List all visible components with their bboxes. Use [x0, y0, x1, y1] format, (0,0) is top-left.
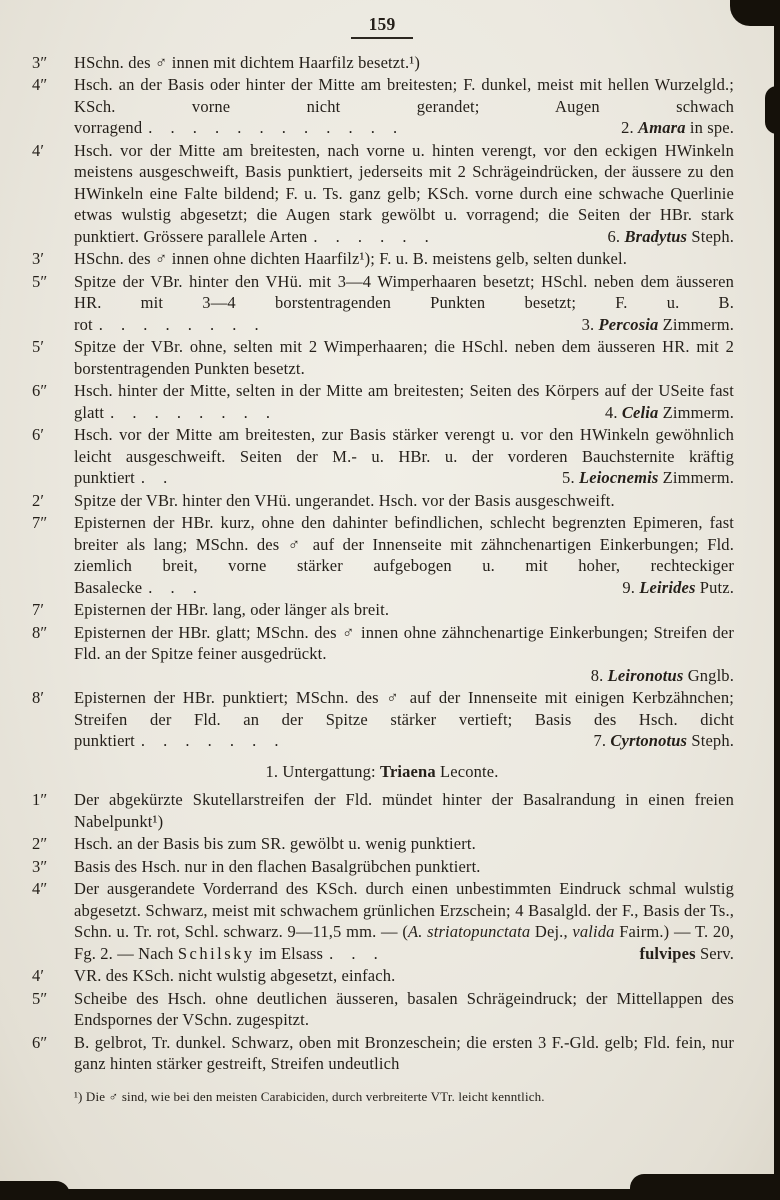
- text-segment: Der ausgerandete Vorderrand des KSch. durch einen unbestimmten Eindruck schmal wulstig abgesetzt. Schwarz, meist mit schwachem grünlichen Erzschein; 4 Basalgld. der F., Basis der Ts., Schn. u. Tr. rot, Schl. schwarz. 9—11,5 mm. — (: [74, 879, 734, 941]
- taxon-reference: [591, 665, 734, 687]
- couplet-text: [74, 989, 734, 1030]
- taxon-reference: [562, 467, 734, 489]
- taxon-reference: [621, 117, 734, 139]
- text-segment: Hsch. vor der Mitte am breitesten, zur Basis stärker verengt u. vor den HWinkeln gewöhnlich leicht ausgeschweift. Seiten der M.- u. HBr. u. der vorderen Bauchsternite kräftig punktiert: [74, 425, 734, 487]
- key-item: [30, 622, 734, 687]
- scan-corner-bottom-left: [0, 1181, 70, 1200]
- text-segment: Dej.,: [530, 922, 573, 941]
- couplet-label: 4″: [32, 75, 48, 94]
- couplet-label: 3″: [32, 856, 48, 876]
- taxon-reference-segment: in spe.: [685, 118, 734, 137]
- couplet-label: 4′: [32, 966, 45, 985]
- taxon-reference-segment: 2.: [621, 118, 639, 137]
- couplet-label: 8″: [32, 622, 48, 642]
- taxon-reference: [608, 226, 734, 248]
- couplet-text: [74, 879, 734, 963]
- text-segment: A. striatopunctata: [407, 922, 531, 941]
- key-item: [30, 140, 734, 248]
- couplet-text: [74, 337, 734, 378]
- leader-dots: . .: [140, 468, 172, 487]
- taxon-reference-segment: Steph.: [687, 226, 734, 246]
- text-segment: Der abgekürzte Skutellarstreifen der Fld. mündet hinter der Basalrandung in einen freien Nabelpunkt¹): [74, 790, 734, 831]
- leader-dots: . . . . . . .: [140, 731, 283, 750]
- text-segment: Scheibe des Hsch. ohne deutlichen äusseren, basalen Schrägeindruck; der Mittellappen des Endspornes der VSchn. zugespitzt.: [74, 988, 734, 1029]
- text-segment: Hsch. hinter der Mitte, selten in der Mitte am breitesten; Seiten des Körpers auf der USeite fast glatt: [74, 381, 734, 422]
- key-item: [30, 599, 734, 621]
- couplet-label: 3′: [32, 249, 45, 268]
- taxon-reference-segment: Leironotus: [607, 665, 684, 685]
- taxon-reference-segment: Steph.: [687, 731, 734, 750]
- couplet-text: [74, 53, 420, 72]
- taxon-reference-segment: Serv.: [695, 943, 734, 963]
- couplet-label: 5″: [32, 988, 48, 1008]
- text-segment: HSchn. des ♂ innen mit dichtem Haarfilz besetzt.¹): [74, 52, 421, 72]
- key-item: [30, 878, 734, 964]
- text-segment: Hsch. an der Basis bis zum SR. gewölbt u. wenig punktiert.: [74, 834, 476, 853]
- taxon-reference: [622, 577, 734, 599]
- leader-dots: . . . . . . . .: [110, 402, 274, 422]
- taxon-reference-segment: Putz.: [695, 577, 734, 597]
- couplet-label: 2′: [32, 490, 45, 510]
- key-item: [30, 248, 734, 270]
- couplet-label: 2″: [32, 834, 48, 853]
- couplet-label: 7″: [32, 513, 48, 532]
- key-item: [30, 988, 734, 1031]
- text-segment: valida: [572, 922, 615, 941]
- text-segment: Hsch. an der Basis oder hinter der Mitte am breitesten; F. dunkel, meist mit hellen Wurzelgld.; KSch. vorne nicht gerandet; Augen schwach vorragend: [74, 75, 734, 137]
- key-item: [30, 74, 734, 139]
- text-segment: Schilsky: [177, 943, 255, 963]
- taxon-reference: [593, 730, 734, 752]
- couplet-label: 4″: [32, 879, 48, 898]
- taxon-reference: [605, 402, 734, 424]
- taxon-reference-segment: fulvipes: [639, 943, 696, 963]
- couplet-text: [74, 600, 389, 619]
- text-segment: Spitze der VBr. hinter den VHü. ungerandet. Hsch. vor der Basis ausgeschweift.: [74, 490, 615, 510]
- key-item: [30, 271, 734, 336]
- couplet-label: 6″: [32, 381, 48, 400]
- taxon-reference-segment: Leiocnemis: [579, 468, 659, 487]
- taxon-reference-segment: Amara: [638, 118, 686, 137]
- taxon-reference-segment: Celia: [621, 402, 659, 422]
- key-item: [30, 789, 734, 832]
- key-item: [30, 52, 734, 74]
- leader-dots: . . .: [148, 577, 201, 597]
- key-item: [30, 512, 734, 598]
- leader-dots: . . . . . . . . . . . .: [148, 118, 402, 137]
- leader-dots: . . . . . .: [313, 226, 433, 246]
- taxon-reference-segment: Cyrtonotus: [610, 731, 688, 750]
- couplet-label: 4′: [32, 140, 45, 160]
- taxon-reference-segment: Bradytus: [624, 226, 688, 246]
- taxon-reference-segment: 8.: [590, 665, 608, 685]
- couplet-text: [74, 491, 615, 510]
- text-segment: B. gelbrot, Tr. dunkel. Schwarz, oben mit Bronzeschein; die ersten 3 F.-Gld. gelb; Fld. fein, nur ganz hinten stärker gestreift, Streifen undeutlich: [74, 1032, 734, 1073]
- key-item: [30, 687, 734, 752]
- text-segment: Basis des Hsch. nur in den flachen Basalgrübchen punktiert.: [74, 856, 481, 876]
- couplet-text: [74, 857, 481, 876]
- scan-corner-bottom-right: [630, 1174, 780, 1200]
- footnote-text: ¹) Die ♂ sind, wie bei den meisten Carabiciden, durch verbreiterte VTr. leicht kenntlich.: [74, 1088, 545, 1104]
- key-item: [30, 1032, 734, 1075]
- couplet-label: 7′: [32, 600, 45, 619]
- text-segment: Episternen der HBr. kurz, ohne den dahinter befindlichen, schlecht begrenzten Epimeren, fast breiter als lang; MSchn. des ♂ auf der Innenseite mit zähnchenartigen Einkerbungen; Fld. ziemlich breit, vorne stärker aufgebogen u. mit hoher, rechteckiger Basalecke: [74, 513, 734, 597]
- page-number: 159: [351, 14, 414, 39]
- text-segment: Episternen der HBr. punktiert; MSchn. des ♂ auf der Innenseite mit einigen Kerbzähnchen; Streifen der Fld. an der Spitze stärker vertieft; Basis des Hsch. dicht punktiert: [74, 688, 734, 750]
- taxon-reference-segment: 7.: [593, 731, 611, 750]
- couplet-text: [74, 249, 627, 268]
- text-segment: VR. des KSch. nicht wulstig abgesetzt, einfach.: [74, 966, 396, 985]
- key-item: [30, 833, 734, 855]
- couplet-label: 5′: [32, 337, 45, 356]
- couplet-text: [74, 790, 734, 831]
- couplet-label: 6″: [32, 1032, 48, 1052]
- couplet-label: 3″: [32, 52, 48, 72]
- couplet-text: [74, 1033, 734, 1074]
- taxon-reference-segment: Zimmerm.: [658, 314, 734, 334]
- key-item: [30, 856, 734, 878]
- key-item: [30, 380, 734, 423]
- text-segment: Hsch. vor der Mitte am breitesten, nach vorne u. hinten verengt, vor den eckigen HWinkeln meistens ausgeschweift, Basis punktiert, jederseits mit 2 Schrägeindrücken, der äussere zu den HWinkeln eine Falte bildend; F. u. Ts. ganz gelb; KSch. vorne durch eine schwache Querlinie etwas wulstig abgesetzt; die Augen stark gewölbt u. vorragend; die Seiten der HBr. stark punktiert. Grössere parallele Arten: [74, 140, 734, 246]
- couplet-label: 8′: [32, 688, 45, 707]
- taxon-reference-segment: 6.: [607, 226, 625, 246]
- key-item: [30, 336, 734, 379]
- couplet-label: 6′: [32, 425, 45, 444]
- footnote: [30, 1088, 734, 1105]
- taxon-reference: [582, 314, 734, 336]
- taxon-reference-segment: Percosia: [598, 314, 659, 334]
- text-column: [30, 52, 734, 1075]
- leader-dots: . . .: [329, 943, 382, 963]
- key-item: [30, 965, 734, 987]
- key-item: [30, 490, 734, 512]
- taxon-reference-segment: Leirides: [639, 577, 696, 597]
- taxon-reference-segment: 4.: [604, 402, 622, 422]
- couplet-text: [74, 966, 395, 985]
- scan-corner-top-right: [730, 0, 780, 26]
- subgenus-heading: [30, 761, 734, 783]
- page-header: [30, 14, 734, 39]
- text-segment: Episternen der HBr. glatt; MSchn. des ♂ innen ohne zähnchenartige Einkerbungen; Streifen der Fld. an der Spitze feiner ausgedrückt.: [74, 622, 734, 663]
- couplet-text: [74, 834, 476, 853]
- leader-dots: . . . . . . . .: [98, 314, 263, 334]
- scan-edge-right: [774, 0, 780, 1200]
- taxon-reference-segment: Zimmerm.: [658, 402, 734, 422]
- text-segment: Spitze der VBr. hinter den VHü. mit 3—4 Wimperhaaren besetzt; HSchl. neben dem äusseren HR. mit 3—4 borstentragenden Punkten besetzt; F. u. B. rot: [74, 271, 734, 334]
- heading-segment: Triaena: [380, 761, 436, 781]
- heading-segment: 1. Untergattung:: [265, 761, 381, 781]
- text-segment: im Elsass: [254, 943, 324, 963]
- couplet-label: 1″: [32, 790, 48, 809]
- heading-segment: Leconte.: [435, 761, 499, 781]
- text-segment: Spitze der VBr. ohne, selten mit 2 Wimperhaaren; die HSchl. neben dem äusseren HR. mit 2 borstentragenden Punkten besetzt.: [74, 337, 734, 378]
- taxon-reference-segment: 5.: [562, 468, 579, 487]
- scan-blob-right: [765, 86, 780, 134]
- taxon-reference-segment: Gnglb.: [683, 665, 734, 685]
- taxon-reference-segment: 3.: [581, 314, 599, 334]
- taxon-reference-segment: 9.: [622, 577, 640, 597]
- text-segment: HSchn. des ♂ innen ohne dichten Haarfilz¹); F. u. B. meistens gelb, selten dunkel.: [74, 249, 627, 268]
- taxon-reference-segment: Zimmerm.: [658, 468, 734, 487]
- text-segment: Fairm.) — T. 20, Fg. 2. — Nach: [74, 922, 735, 963]
- text-segment: Episternen der HBr. lang, oder länger als breit.: [74, 600, 390, 619]
- taxon-reference: [639, 943, 734, 965]
- couplet-label: 5″: [32, 271, 48, 291]
- key-item: [30, 424, 734, 489]
